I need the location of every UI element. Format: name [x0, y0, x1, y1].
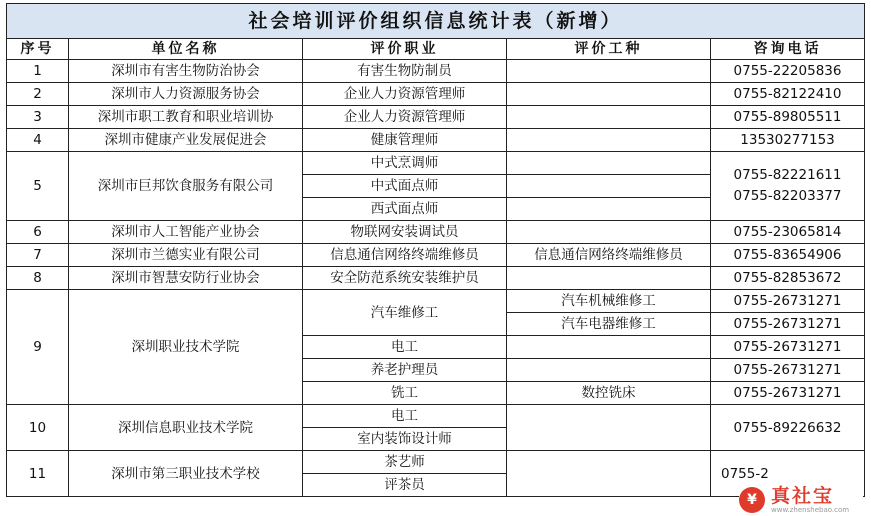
table-row: [7, 267, 865, 290]
watermark-text: [771, 486, 849, 514]
row-org: 深圳市有害生物防治协会: [69, 60, 303, 83]
watermark-url: www.zhenshebao.com: [771, 506, 850, 514]
row-phone: 0755-23065814: [711, 221, 865, 244]
row-index: 4: [7, 129, 69, 152]
table-row: [7, 152, 865, 175]
row-org: 深圳信息职业技术学院: [69, 405, 303, 451]
watermark-name: 真社宝: [771, 485, 835, 507]
row-occupation: 评茶员: [303, 474, 507, 497]
row-trade: 数控铣床: [507, 382, 711, 405]
header-occupation: 评价职业: [303, 39, 507, 60]
table-row: [7, 405, 865, 428]
row-trade: [507, 60, 711, 83]
row-index: 7: [7, 244, 69, 267]
row-index: 3: [7, 106, 69, 129]
row-org: 深圳职业技术学院: [69, 290, 303, 405]
info-table-sheet: [6, 3, 864, 497]
row-index: 11: [7, 451, 69, 497]
brand-logo-icon: ¥: [739, 487, 765, 513]
table-row: [7, 244, 865, 267]
row-occupation: 物联网安装调试员: [303, 221, 507, 244]
row-org: 深圳市兰德实业有限公司: [69, 244, 303, 267]
row-trade: [507, 221, 711, 244]
row-phone: 0755-82122410: [711, 83, 865, 106]
header-row: [7, 39, 865, 60]
row-org: 深圳市智慧安防行业协会: [69, 267, 303, 290]
info-table: [6, 3, 865, 497]
row-occupation: 西式面点师: [303, 198, 507, 221]
row-trade: [507, 198, 711, 221]
row-trade: [507, 152, 711, 175]
row-phone: 0755-2: [711, 451, 865, 497]
row-occupation: 电工: [303, 336, 507, 359]
table-row: [7, 83, 865, 106]
row-org: 深圳市第三职业技术学校: [69, 451, 303, 497]
watermark: [739, 484, 863, 516]
row-occupation: 铣工: [303, 382, 507, 405]
table-row: [7, 290, 865, 313]
row-trade: [507, 451, 711, 497]
header-trade: 评价工种: [507, 39, 711, 60]
row-phone: 13530277153: [711, 129, 865, 152]
row-index: 1: [7, 60, 69, 83]
row-org: 深圳市人力资源服务协会: [69, 83, 303, 106]
row-index: 10: [7, 405, 69, 451]
row-phone: 0755-83654906: [711, 244, 865, 267]
row-org: 深圳市健康产业发展促进会: [69, 129, 303, 152]
row-trade: 汽车电器维修工: [507, 313, 711, 336]
row-phone: 0755-26731271: [711, 290, 865, 313]
row-trade: [507, 336, 711, 359]
row-phone: 0755-26731271: [711, 313, 865, 336]
row-trade: [507, 175, 711, 198]
row-trade: [507, 359, 711, 382]
row-phone: 0755-82221611 0755-82203377: [711, 152, 865, 221]
row-trade: 汽车机械维修工: [507, 290, 711, 313]
row-trade: [507, 106, 711, 129]
row-occupation: 汽车维修工: [303, 290, 507, 336]
row-index: 2: [7, 83, 69, 106]
row-index: 8: [7, 267, 69, 290]
row-trade: [507, 129, 711, 152]
row-trade: [507, 267, 711, 290]
table-row: [7, 221, 865, 244]
header-org: 单位名称: [69, 39, 303, 60]
row-occupation: 信息通信网络终端维修员: [303, 244, 507, 267]
row-trade: 信息通信网络终端维修员: [507, 244, 711, 267]
row-index: 9: [7, 290, 69, 405]
row-trade: [507, 405, 711, 451]
row-phone: 0755-26731271: [711, 382, 865, 405]
header-phone: 咨询电话: [711, 39, 865, 60]
row-occupation: 室内装饰设计师: [303, 428, 507, 451]
row-occupation: 企业人力资源管理师: [303, 83, 507, 106]
row-occupation: 健康管理师: [303, 129, 507, 152]
header-index: 序号: [7, 39, 69, 60]
row-trade: [507, 83, 711, 106]
row-occupation: 中式烹调师: [303, 152, 507, 175]
row-org: 深圳市巨邦饮食服务有限公司: [69, 152, 303, 221]
row-occupation: 养老护理员: [303, 359, 507, 382]
row-occupation: 中式面点师: [303, 175, 507, 198]
row-occupation: 有害生物防制员: [303, 60, 507, 83]
row-phone: 0755-89226632: [711, 405, 865, 451]
row-phone: 0755-22205836: [711, 60, 865, 83]
row-phone: 0755-82853672: [711, 267, 865, 290]
row-phone: 0755-89805511: [711, 106, 865, 129]
table-row: [7, 60, 865, 83]
row-occupation: 电工: [303, 405, 507, 428]
row-org: 深圳市职工教育和职业培训协: [69, 106, 303, 129]
row-index: 5: [7, 152, 69, 221]
row-index: 6: [7, 221, 69, 244]
row-occupation: 企业人力资源管理师: [303, 106, 507, 129]
table-row: [7, 451, 865, 474]
row-occupation: 安全防范系统安装维护员: [303, 267, 507, 290]
table-title: 社会培训评价组织信息统计表（新增）: [7, 4, 865, 39]
table-row: [7, 129, 865, 152]
row-phone: 0755-26731271: [711, 336, 865, 359]
row-occupation: 茶艺师: [303, 451, 507, 474]
row-org: 深圳市人工智能产业协会: [69, 221, 303, 244]
row-phone: 0755-26731271: [711, 359, 865, 382]
table-row: [7, 106, 865, 129]
